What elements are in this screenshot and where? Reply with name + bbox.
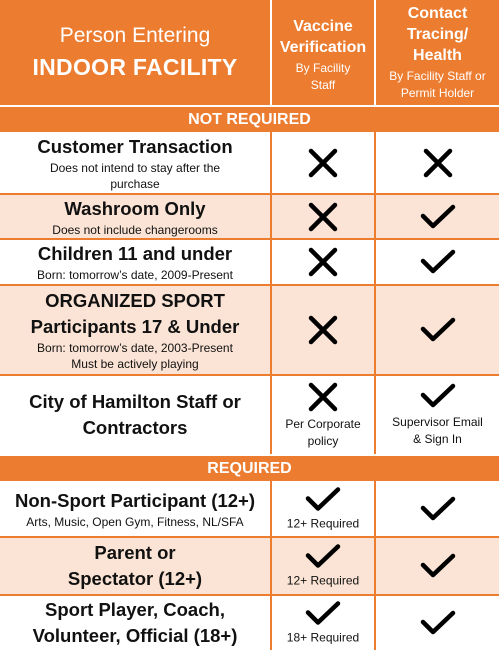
contact-cell — [374, 376, 499, 454]
contact-cell — [374, 596, 499, 650]
row-title: City of Hamilton Staff or — [29, 391, 241, 412]
person-cell — [0, 132, 270, 193]
section-required: REQUIRED — [0, 454, 499, 479]
header-person-entering-line1: Person Entering — [59, 24, 211, 47]
vaccine-cell — [270, 596, 374, 650]
contact-cell — [374, 286, 499, 374]
check-mark-icon — [305, 485, 341, 513]
check-mark-icon — [420, 382, 456, 410]
check-mark-icon — [305, 600, 341, 628]
table-header — [0, 0, 499, 105]
x-mark-icon — [306, 146, 340, 180]
header-vaccine-title-1: Vaccine — [293, 18, 353, 35]
person-cell — [0, 538, 270, 594]
check-mark-icon — [305, 543, 341, 571]
person-cell — [0, 195, 270, 238]
table-row — [0, 479, 499, 536]
row-title: Volunteer, Official (18+) — [32, 625, 238, 646]
table-row — [0, 536, 499, 594]
row-title: Non-Sport Participant (12+) — [14, 489, 255, 511]
row-title: Parent or — [94, 542, 176, 563]
contact-note: & Sign In — [413, 432, 462, 446]
header-contact-tracing — [376, 0, 499, 105]
header-contact-title-1: Contact — [407, 5, 468, 22]
table-row — [0, 130, 499, 193]
vaccine-cell — [270, 240, 374, 284]
x-mark-icon — [306, 200, 340, 234]
row-title: Washroom Only — [64, 197, 206, 219]
x-mark-icon — [306, 313, 340, 347]
table-row — [0, 594, 499, 650]
row-subtitle: Born: tomorrow’s date, 2009-Present — [37, 268, 233, 282]
vaccine-cell — [270, 286, 374, 374]
row-title: Participants 17 & Under — [30, 316, 240, 337]
vaccine-cell — [270, 132, 374, 193]
row-title: Sport Player, Coach, — [45, 599, 225, 620]
header-vaccine-sub-2: Staff — [310, 78, 336, 92]
vaccine-note: Per Corporate — [285, 417, 361, 431]
vaccine-cell — [270, 195, 374, 238]
row-subtitle: Does not include changerooms — [52, 222, 218, 237]
person-cell — [0, 376, 270, 454]
header-person-entering — [0, 0, 270, 105]
check-mark-icon — [420, 316, 456, 344]
header-vaccine-title-2: Verification — [279, 39, 367, 56]
check-mark-icon — [420, 203, 456, 231]
vaccine-cell — [270, 481, 374, 536]
vaccine-note: policy — [307, 434, 339, 448]
check-mark-icon — [420, 495, 456, 523]
contact-cell — [374, 538, 499, 594]
header-contact-title-3: Health — [413, 47, 462, 64]
row-subtitle: Does not intend to stay after the — [49, 160, 221, 175]
check-mark-icon — [420, 248, 456, 276]
contact-cell — [374, 132, 499, 193]
vaccine-note: 12+ Required — [286, 516, 360, 530]
vaccine-cell — [270, 376, 374, 454]
header-indoor-facility: INDOOR FACILITY — [32, 54, 238, 80]
table-row — [0, 284, 499, 374]
table-row — [0, 238, 499, 284]
row-subtitle: Must be actively playing — [71, 357, 199, 371]
table-row — [0, 374, 499, 454]
check-mark-icon — [420, 609, 456, 637]
person-cell — [0, 240, 270, 284]
vaccine-cell — [270, 538, 374, 594]
header-vaccine-verification — [272, 0, 374, 105]
header-contact-sub-1: By Facility Staff or — [389, 69, 486, 83]
x-mark-icon — [306, 245, 340, 279]
vaccine-note: 18+ Required — [286, 630, 360, 645]
contact-cell — [374, 481, 499, 536]
row-title: Spectator (12+) — [67, 568, 203, 589]
header-contact-title-2: Tracing/ — [406, 26, 469, 43]
contact-cell — [374, 195, 499, 238]
person-cell — [0, 481, 270, 536]
row-title: ORGANIZED SPORT — [45, 290, 225, 311]
person-cell — [0, 286, 270, 374]
check-mark-icon — [420, 552, 456, 580]
row-subtitle: purchase — [110, 176, 160, 191]
row-title: Children 11 and under — [37, 243, 233, 264]
contact-note: Supervisor Email — [392, 415, 483, 429]
row-subtitle: Born: tomorrow’s date, 2003-Present — [37, 341, 233, 355]
x-mark-icon — [306, 380, 340, 414]
row-subtitle: Arts, Music, Open Gym, Fitness, NL/SFA — [26, 514, 244, 529]
header-vaccine-sub-1: By Facility — [295, 61, 351, 75]
section-not-required: NOT REQUIRED — [0, 105, 499, 130]
row-title: Customer Transaction — [37, 135, 233, 157]
vaccine-note: 12+ Required — [286, 573, 360, 588]
row-title: Contractors — [82, 417, 188, 438]
table-row — [0, 193, 499, 238]
x-mark-icon — [421, 146, 455, 180]
contact-cell — [374, 240, 499, 284]
header-contact-sub-2: Permit Holder — [400, 86, 475, 100]
person-cell — [0, 596, 270, 650]
